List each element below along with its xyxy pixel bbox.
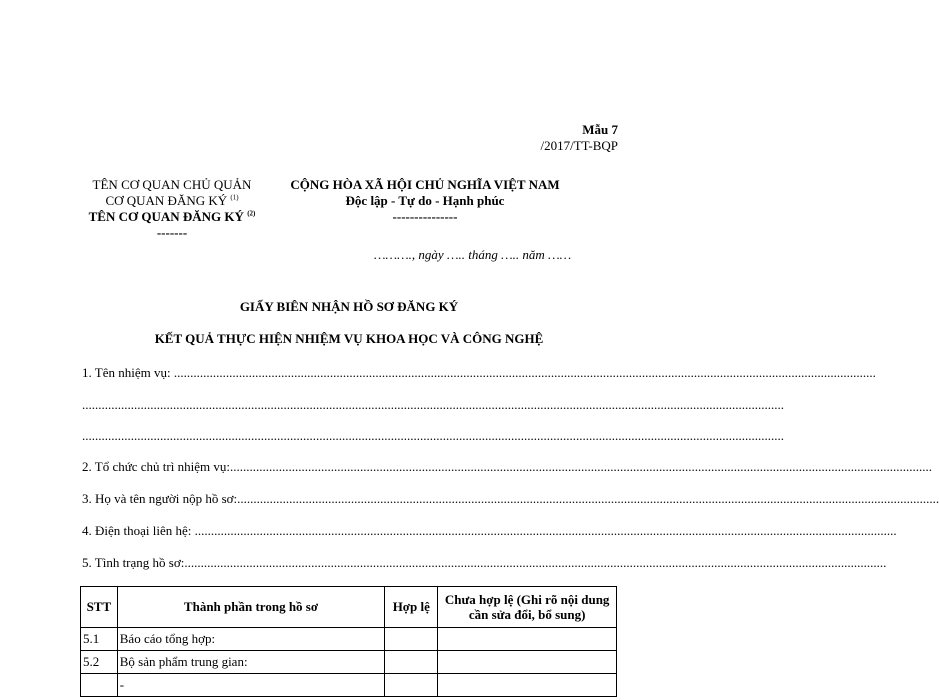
table-row xyxy=(81,628,617,651)
governing-agency-name: TÊN CƠ QUAN CHỦ QUẢN xyxy=(92,177,252,192)
table-header-row xyxy=(81,587,617,628)
col-header-invalid: Chưa hợp lệ (Ghi rõ nội dung cần sửa đổi, bổ sung) xyxy=(438,587,617,628)
col-header-component: Thành phần trong hồ sơ xyxy=(117,587,384,628)
field-task-name[interactable]: 1. Tên nhiệm vụ: ........................................................................................................................................................................................................................ xyxy=(82,365,876,380)
row-valid-cell[interactable] xyxy=(385,674,438,697)
date-line: ………., ngày ….. tháng ….. năm …… xyxy=(374,247,572,262)
row-component: Báo cáo tổng hợp: xyxy=(117,628,384,651)
footnote-1: (1) xyxy=(230,193,239,202)
registering-agency-line: CƠ QUAN ĐĂNG KÝ $^{(1)}$ xyxy=(105,193,239,208)
registering-agency-name: TÊN CƠ QUAN ĐĂNG KÝ $^{(2)}$ xyxy=(88,209,256,224)
table-row xyxy=(81,651,617,674)
footnote-2: (2) xyxy=(247,209,256,218)
field-host-organization[interactable]: 2. Tổ chức chủ trì nhiệm vụ:........................................................................................................................................................................................................................ xyxy=(82,459,932,474)
dossier-table xyxy=(80,586,617,697)
row-stt: 5.2 xyxy=(81,651,118,674)
header-right xyxy=(272,177,578,225)
row-invalid-cell[interactable] xyxy=(438,628,617,651)
col-header-valid: Hợp lệ xyxy=(385,587,438,628)
field-submitter-name[interactable]: 3. Họ và tên người nộp hồ sơ:........................................................................................................................................................................................................................ xyxy=(82,491,939,506)
row-component: - xyxy=(117,674,384,697)
col-header-stt: STT xyxy=(81,587,118,628)
row-valid-cell[interactable] xyxy=(385,651,438,674)
row-invalid-cell[interactable] xyxy=(438,674,617,697)
row-valid-cell[interactable] xyxy=(385,628,438,651)
header-left xyxy=(62,177,282,241)
national-motto: Độc lập - Tự do - Hạnh phúc xyxy=(345,193,505,208)
row-component: Bộ sản phẩm trung gian: xyxy=(117,651,384,674)
header-left-divider: ------- xyxy=(156,225,188,240)
field-dossier-status[interactable]: 5. Tình trạng hồ sơ:........................................................................................................................................................................................................................ xyxy=(82,555,887,570)
circular-number: /2017/TT-BQP xyxy=(540,138,618,153)
document-title: GIẤY BIÊN NHẬN HỒ SƠ ĐĂNG KÝ xyxy=(239,299,459,314)
row-invalid-cell[interactable] xyxy=(438,651,617,674)
form-number: Mẫu 7 xyxy=(582,122,618,137)
header-right-divider: --------------- xyxy=(392,209,458,224)
field-task-name-continued-2[interactable]: ........................................................................................................................................................................................................................ xyxy=(82,428,784,443)
row-stt xyxy=(81,674,118,697)
field-contact-phone[interactable]: 4. Điện thoại liên hệ: ........................................................................................................................................................................................................................ xyxy=(82,523,897,538)
country-name: CỘNG HÒA XÃ HỘI CHỦ NGHĨA VIỆT NAM xyxy=(290,177,560,192)
field-task-name-continued-1[interactable]: ........................................................................................................................................................................................................................ xyxy=(82,397,784,412)
document-subtitle: KẾT QUẢ THỰC HIỆN NHIỆM VỤ KHOA HỌC VÀ CÔNG NGHỆ xyxy=(154,331,544,346)
row-stt: 5.1 xyxy=(81,628,118,651)
table-row xyxy=(81,674,617,697)
